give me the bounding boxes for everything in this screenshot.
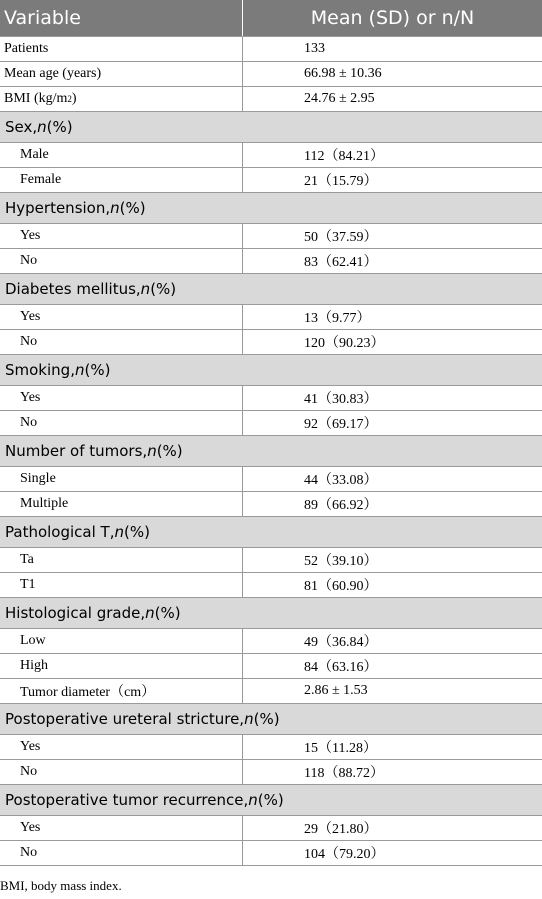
- row-value: 112（84.21）: [304, 149, 384, 164]
- table-row: [0, 467, 542, 492]
- row-value: 15（11.28）: [304, 741, 377, 756]
- section-n: n: [110, 199, 120, 217]
- section-suffix: (%): [156, 442, 183, 460]
- row-label: Patients: [0, 37, 243, 61]
- section-suffix: (%): [119, 199, 146, 217]
- section-n: n: [147, 442, 157, 460]
- section-suffix: (%): [46, 118, 73, 136]
- row-value: 120（90.23）: [304, 336, 385, 351]
- table-row: [0, 143, 542, 168]
- bmi-label: BMI (kg/m: [4, 91, 68, 106]
- table-header-row: [0, 0, 542, 37]
- row-label: No: [0, 411, 243, 435]
- table-row: [0, 411, 542, 436]
- row-label: Low: [0, 629, 243, 653]
- section-title: Pathological T,: [5, 523, 115, 541]
- table-row: [0, 330, 542, 355]
- section-header: [0, 436, 542, 467]
- row-label: Female: [0, 168, 243, 192]
- section-header: [0, 355, 542, 386]
- table-sections: [0, 112, 542, 866]
- section-title: Number of tumors,: [5, 442, 148, 460]
- section-title: Postoperative ureteral stricture,: [5, 710, 245, 728]
- table-footnote: BMI, body mass index.: [0, 878, 122, 893]
- section-title: Smoking,: [5, 361, 75, 379]
- row-label: T1: [0, 573, 243, 597]
- table-row: [0, 249, 542, 274]
- table-row: [0, 654, 542, 679]
- section-suffix: (%): [154, 604, 181, 622]
- section-suffix: (%): [150, 280, 177, 298]
- row-label: Mean age (years): [0, 62, 243, 86]
- row-value: 89（66.92）: [304, 498, 378, 513]
- row-value: 83（62.41）: [304, 255, 378, 270]
- table-row: [0, 62, 542, 87]
- row-label: No: [0, 841, 243, 865]
- table-row: [0, 305, 542, 330]
- table-row: [0, 87, 542, 112]
- row-label: Male: [0, 143, 243, 167]
- header-mean-sd: Mean (SD) or n/N: [310, 7, 475, 29]
- table-row: [0, 492, 542, 517]
- section-header: [0, 193, 542, 224]
- row-value: 13（9.77）: [304, 311, 371, 326]
- table-row: [0, 548, 542, 573]
- table-row: [0, 816, 542, 841]
- section-title: Hypertension,: [5, 199, 111, 217]
- row-label: Multiple: [0, 492, 243, 516]
- row-value: 50（37.59）: [304, 230, 378, 245]
- row-label: BMI (kg/m 2 ): [0, 87, 243, 111]
- table-row: [0, 841, 542, 866]
- row-value: 29（21.80）: [304, 822, 378, 837]
- section-suffix: (%): [253, 710, 280, 728]
- table-row: [0, 629, 542, 654]
- table-row: [0, 168, 542, 193]
- section-header: [0, 274, 542, 305]
- section-suffix: (%): [123, 523, 150, 541]
- row-label: Tumor diameter（cm）: [0, 679, 243, 703]
- row-value: 44（33.08）: [304, 473, 378, 488]
- section-n: n: [140, 280, 151, 298]
- section-title: Postoperative tumor recurrence,: [5, 791, 249, 809]
- row-value: 21（15.79）: [304, 174, 378, 189]
- section-n: n: [145, 604, 155, 622]
- header-variable: Variable: [0, 0, 243, 36]
- section-n: n: [248, 791, 258, 809]
- section-n: n: [244, 710, 254, 728]
- row-value: 84（63.16）: [304, 660, 378, 675]
- section-header: [0, 704, 542, 735]
- section-title: Histological grade,: [5, 604, 146, 622]
- section-suffix: (%): [257, 791, 284, 809]
- row-value: 92（69.17）: [304, 417, 378, 432]
- row-label: No: [0, 760, 243, 784]
- row-label: Yes: [0, 305, 243, 329]
- section-n: n: [74, 361, 85, 379]
- row-value: 118（88.72）: [304, 766, 384, 781]
- row-value: 41（30.83）: [304, 392, 378, 407]
- section-n: n: [114, 523, 124, 541]
- bmi-label-end: ): [71, 91, 77, 106]
- table-row: [0, 37, 542, 62]
- table-row: [0, 573, 542, 598]
- section-title: Sex,: [5, 118, 38, 136]
- row-label: Yes: [0, 735, 243, 759]
- row-label: No: [0, 249, 243, 273]
- row-value: 52（39.10）: [304, 554, 378, 569]
- row-value: 2.86 ± 1.53: [304, 683, 368, 698]
- row-label: Ta: [0, 548, 243, 572]
- row-label: Yes: [0, 816, 243, 840]
- row-label: Yes: [0, 386, 243, 410]
- row-value: 49（36.84）: [304, 635, 378, 650]
- table-row: [0, 224, 542, 249]
- row-value: 81（60.90）: [304, 579, 378, 594]
- section-header: [0, 785, 542, 816]
- section-n: n: [37, 118, 47, 136]
- section-header: [0, 517, 542, 548]
- section-suffix: (%): [84, 361, 111, 379]
- row-label: High: [0, 654, 243, 678]
- section-header: [0, 598, 542, 629]
- section-title: Diabetes mellitus,: [5, 280, 141, 298]
- row-value: 104（79.20）: [304, 847, 385, 862]
- row-label: Yes: [0, 224, 243, 248]
- row-value: 133: [304, 41, 325, 56]
- row-value: 24.76 ± 2.95: [304, 91, 375, 106]
- table-row: [0, 386, 542, 411]
- table-row: [0, 735, 542, 760]
- row-value: 66.98 ± 10.36: [304, 66, 382, 81]
- section-header: [0, 112, 542, 143]
- row-label: No: [0, 330, 243, 354]
- table-row: [0, 679, 542, 704]
- table-row: [0, 760, 542, 785]
- row-label: Single: [0, 467, 243, 491]
